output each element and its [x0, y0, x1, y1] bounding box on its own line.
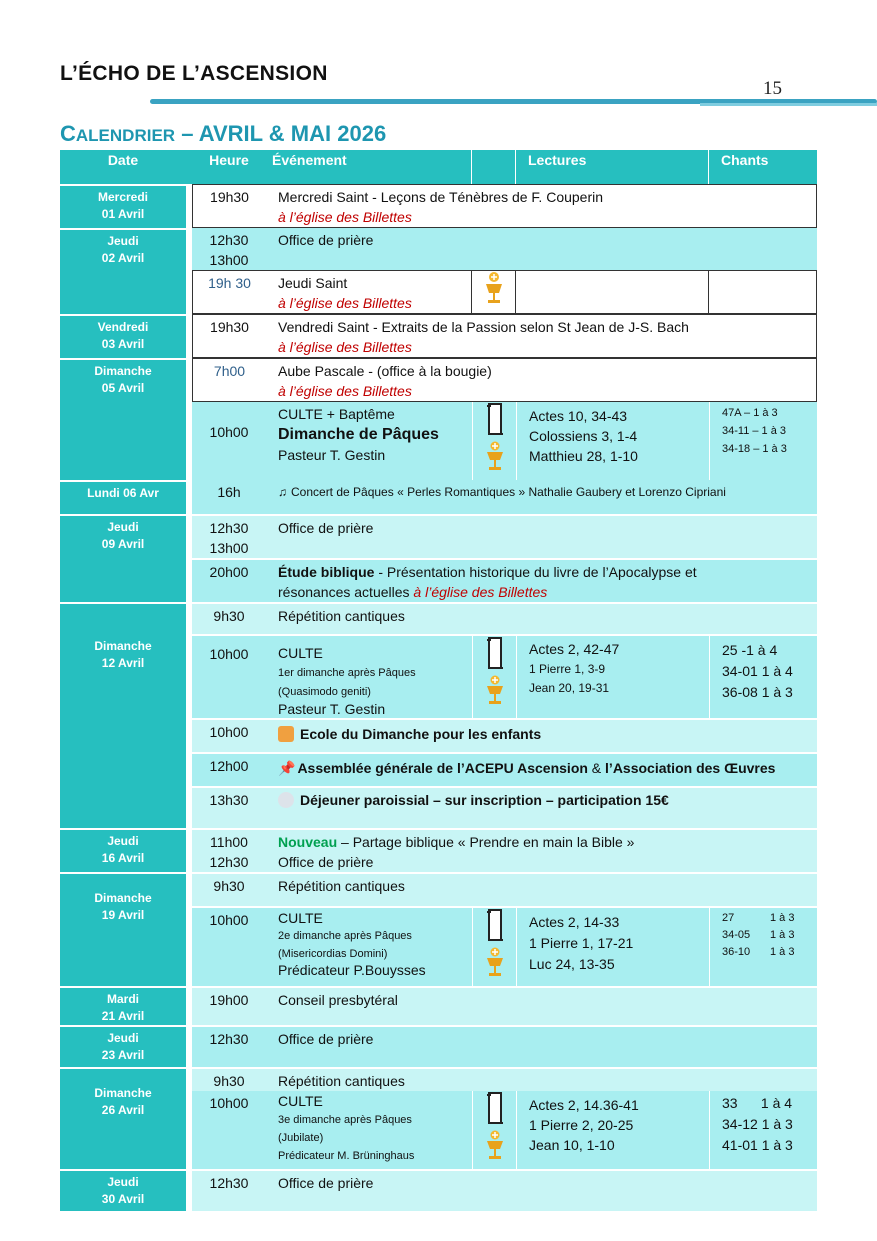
table-row	[60, 314, 817, 358]
event-cell: Office de prière	[266, 228, 817, 270]
event-cell: Répétition cantiques	[266, 1067, 817, 1091]
chalice-icon	[483, 947, 507, 979]
event-cell: Déjeuner paroissial – sur inscription – participation 15€	[266, 786, 817, 828]
hymns-cell: 25 -1 à 4 34-01 1 à 4 36-08 1 à 3	[709, 634, 817, 718]
table-row	[60, 986, 817, 1025]
time-cell: 19h00	[192, 986, 266, 1025]
chalice-icon	[472, 270, 516, 314]
hymns-cell: 27 1 à 3 34-05 1 à 3 36-10 1 à 3	[709, 906, 817, 986]
scroll-icon	[483, 636, 507, 672]
event-cell: CULTE 2e dimanche après Pâques (Misericordias Domini) Prédicateur P.Bouysses	[266, 906, 472, 986]
event-cell: CULTE 1er dimanche après Pâques (Quasimodo geniti) Pasteur T. Gestin	[266, 634, 472, 718]
calendar-title: CALENDRIER – AVRIL & MAI 2026	[60, 121, 387, 146]
date-cell: Mercredi 01 Avril	[60, 184, 186, 228]
time-cell: 20h00	[192, 558, 266, 602]
event-cell: Répétition cantiques	[266, 872, 817, 906]
table-row	[60, 480, 817, 514]
event-cell: Nouveau – Partage biblique « Prendre en main la Bible » Office de prière	[266, 828, 817, 872]
time-cell: 19h 30	[192, 270, 266, 314]
readings-cell: Actes 2, 42-47 1 Pierre 1, 3-9 Jean 20, 19-31	[516, 634, 709, 718]
event-cell: Répétition cantiques	[266, 602, 817, 634]
scroll-icon	[483, 402, 507, 438]
col-date: Date	[60, 150, 186, 184]
readings-cell: Actes 10, 34-43 Colossiens 3, 1-4 Matthieu 28, 1-10	[516, 402, 709, 480]
readings-cell: Actes 2, 14.36-41 1 Pierre 2, 20-25 Jean 10, 1-10	[516, 1091, 709, 1169]
event-cell: Jeudi Saint à l’église des Billettes	[266, 270, 472, 314]
plate-icon	[278, 792, 294, 808]
scroll-icon	[483, 908, 507, 944]
date-cell: Jeudi 02 Avril	[60, 228, 186, 314]
header-rule-accent	[700, 103, 877, 106]
table-row	[60, 828, 817, 872]
time-cell: 12h30	[192, 1025, 266, 1067]
chalice-icon	[483, 675, 507, 707]
chalice-icon	[483, 441, 507, 473]
readings-cell: Actes 2, 14-33 1 Pierre 1, 17-21 Luc 24, 13-35	[516, 906, 709, 986]
time-cell: 9h30	[192, 1067, 266, 1091]
date-cell: Jeudi 16 Avril	[60, 828, 186, 872]
date-cell: Mardi 21 Avril	[60, 986, 186, 1025]
event-cell: Office de prière	[266, 1025, 817, 1067]
date-cell: Dimanche 26 Avril	[60, 1067, 186, 1169]
event-cell: Office de prière	[266, 514, 817, 558]
date-cell: Lundi 06 Avr	[60, 480, 186, 514]
date-cell: Jeudi 30 Avril	[60, 1169, 186, 1211]
hymns-cell: 33 1 à 4 34-12 1 à 3 41-01 1 à 3	[709, 1091, 817, 1169]
event-cell: Conseil presbytéral	[266, 986, 817, 1025]
time-cell: 12h30	[192, 1169, 266, 1211]
time-cell: 13h30	[192, 786, 266, 828]
time-cell: 16h	[192, 480, 266, 514]
table-row	[60, 358, 817, 402]
event-cell: 📌 Assemblée générale de l’ACEPU Ascension & l’Association des Œuvres	[266, 752, 817, 786]
page-number: 15	[763, 78, 782, 99]
table-row	[60, 514, 817, 558]
time-cell: 10h00	[192, 634, 266, 718]
time-cell: 10h00	[192, 1091, 266, 1169]
date-cell: Dimanche 12 Avril	[60, 602, 186, 828]
table-row	[60, 228, 817, 270]
time-cell: 10h00	[192, 718, 266, 752]
newsletter-title: L’ÉCHO DE L’ASCENSION	[60, 62, 328, 85]
event-cell: Étude biblique - Présentation historique du livre de l’Apocalypse et résonances actuelles à l’église des Billettes	[266, 558, 817, 602]
time-cell: 9h30	[192, 872, 266, 906]
scroll-icon	[483, 1091, 507, 1127]
event-cell: Aube Pascale - (office à la bougie) à l’église des Billettes	[266, 358, 817, 402]
time-cell: 19h30	[192, 184, 266, 228]
liturgy-icons	[472, 634, 516, 718]
col-evenement: Événement	[266, 150, 472, 184]
table-row	[60, 184, 817, 228]
liturgy-icons	[472, 1091, 516, 1169]
pushpin-icon: 📌	[278, 760, 296, 776]
table-row	[60, 1067, 817, 1091]
time-cell: 10h00	[192, 906, 266, 986]
time-cell: 19h30	[192, 314, 266, 358]
event-cell: CULTE + Baptême Dimanche de Pâques Pasteur T. Gestin	[266, 402, 472, 480]
chalice-icon	[483, 1130, 507, 1162]
date-cell: Jeudi 23 Avril	[60, 1025, 186, 1067]
col-heure: Heure	[192, 150, 266, 184]
time-cell: 10h00	[192, 402, 266, 480]
table-row	[60, 602, 817, 634]
time-cell: 7h00	[192, 358, 266, 402]
liturgy-icons	[472, 402, 516, 480]
liturgy-icons	[472, 906, 516, 986]
time-cell: 12h30 13h00	[192, 228, 266, 270]
col-chants: Chants	[709, 150, 817, 184]
col-lectures: Lectures	[516, 150, 709, 184]
music-notes-icon: ♫	[278, 485, 287, 499]
time-cell: 12h00	[192, 752, 266, 786]
time-cell: 11h00 12h30	[192, 828, 266, 872]
table-row	[60, 1169, 817, 1211]
hymns-cell: 47A – 1 à 3 34-11 – 1 à 3 34-18 – 1 à 3	[709, 402, 817, 480]
event-cell: Office de prière	[266, 1169, 817, 1211]
event-cell: CULTE 3e dimanche après Pâques (Jubilate) Prédicateur M. Brüninghaus	[266, 1091, 472, 1169]
time-cell: 9h30	[192, 602, 266, 634]
event-cell: ♫ Concert de Pâques « Perles Romantiques » Nathalie Gaubery et Lorenzo Cipriani	[266, 480, 817, 514]
table-header-row	[60, 150, 817, 184]
date-cell: Dimanche 05 Avril	[60, 358, 186, 480]
table-row	[60, 1025, 817, 1067]
table-row	[60, 872, 817, 906]
event-cell: Vendredi Saint - Extraits de la Passion selon St Jean de J-S. Bach à l’église des Billettes	[266, 314, 817, 358]
calendar-table	[60, 150, 817, 1211]
children-icon	[278, 726, 294, 742]
event-cell: Ecole du Dimanche pour les enfants	[266, 718, 817, 752]
event-cell: Mercredi Saint - Leçons de Ténèbres de F. Couperin à l’église des Billettes	[266, 184, 817, 228]
date-cell: Dimanche 19 Avril	[60, 872, 186, 986]
date-cell: Vendredi 03 Avril	[60, 314, 186, 358]
date-cell: Jeudi 09 Avril	[60, 514, 186, 602]
time-cell: 12h30 13h00	[192, 514, 266, 558]
